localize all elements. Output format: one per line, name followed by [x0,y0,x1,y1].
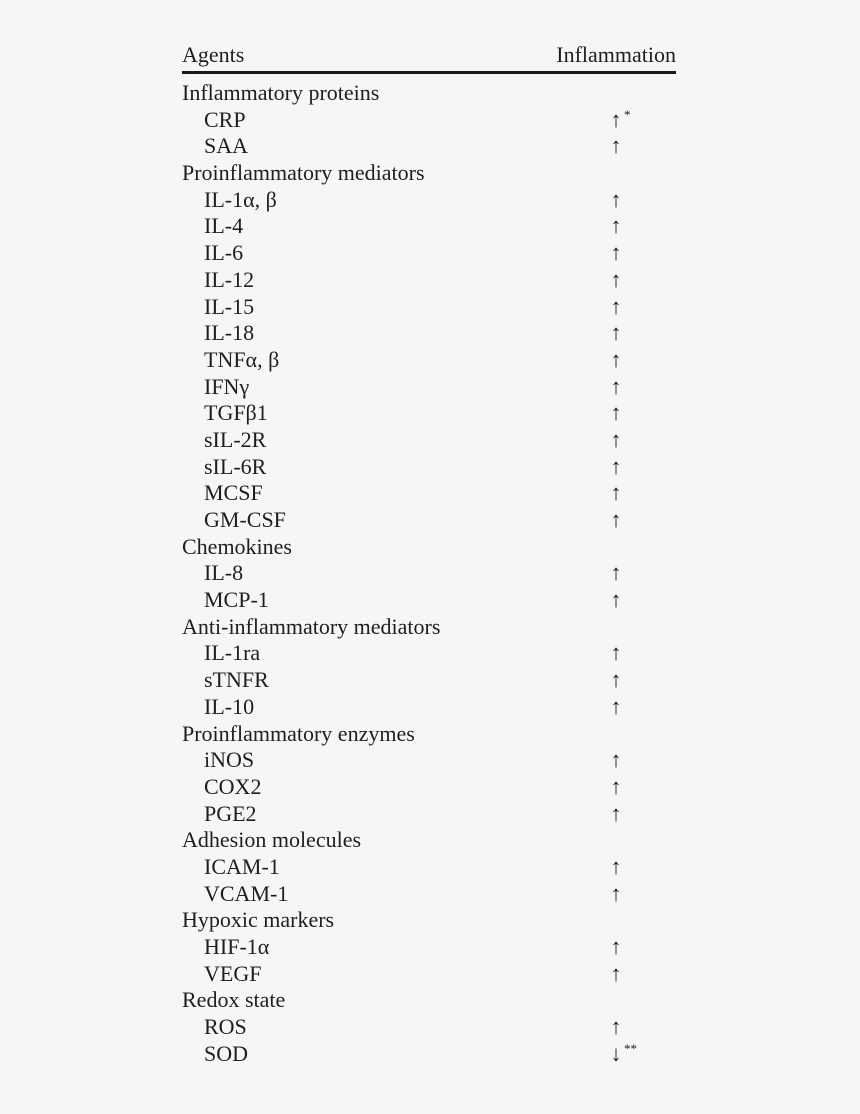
arrow-up-icon: ↑ [610,960,622,986]
category-row [182,534,676,561]
agent-label: IL-15 [204,293,255,319]
arrow-up-icon: ↑ [610,400,622,426]
agent-row [182,374,676,401]
category-label: Redox state [182,987,286,1013]
agent-label: IL-6 [204,240,244,266]
agent-label: COX2 [204,773,262,799]
arrow-up-icon: ↑ [610,480,622,506]
significance-note: ** [624,1040,637,1056]
agent-row [182,320,676,347]
arrow-up-icon: ↑ [610,853,622,879]
agent-row [182,1014,676,1041]
column-header-inflammation: Inflammation [556,42,676,67]
agent-row [182,560,676,587]
agent-label: IL-1α, β [204,186,277,212]
agent-row [182,747,676,774]
agent-label: sIL-6R [204,453,267,479]
agent-label: PGE2 [204,800,257,826]
arrow-up-icon: ↑ [610,346,622,372]
agents-inflammation-table [182,36,676,1067]
agent-row [182,934,676,961]
category-label: Chemokines [182,533,292,559]
category-label: Inflammatory proteins [182,80,380,105]
agent-row [182,961,676,988]
agent-label: SAA [204,133,249,159]
agent-row [182,480,676,507]
arrow-up-icon: ↑ [610,773,622,799]
arrow-up-icon: ↑ [610,693,622,719]
agent-row [182,640,676,667]
agent-row [182,347,676,374]
agent-row [182,187,676,214]
table-body [182,74,676,1067]
agent-row [182,454,676,481]
category-row [182,907,676,934]
arrow-up-icon: ↑ [610,1014,622,1040]
significance-note: * [624,106,631,122]
category-label: Proinflammatory mediators [182,160,425,186]
arrow-up-icon: ↑ [610,934,622,959]
agent-row [182,694,676,721]
agent-label: CRP [204,106,246,132]
arrow-up-icon: ↑ * [610,106,631,132]
agent-label: ICAM-1 [204,853,280,879]
arrow-up-icon: ↑ [610,800,622,826]
arrow-up-icon: ↑ [610,213,622,239]
agent-label: GM-CSF [204,507,286,532]
agent-row [182,667,676,694]
agent-label: TGFβ1 [204,400,268,426]
category-row [182,987,676,1014]
agent-row [182,881,676,908]
category-row [182,80,676,107]
agent-label: VEGF [204,960,262,986]
arrow-down-icon: ↓ ** [610,1040,637,1066]
agent-row [182,507,676,534]
arrow-up-icon: ↑ [610,293,622,319]
agent-row [182,294,676,321]
agent-row [182,267,676,294]
agent-label: MCSF [204,480,263,506]
category-row [182,827,676,854]
agent-row [182,240,676,267]
agent-row [182,1041,676,1068]
table-header-row [182,36,676,74]
arrow-up-icon: ↑ [610,240,622,266]
agent-label: IL-1ra [204,640,261,666]
arrow-up-icon: ↑ [610,587,622,613]
agent-label: MCP-1 [204,587,269,613]
agent-label: iNOS [204,747,255,773]
agent-label: TNFα, β [204,346,280,372]
agent-label: IL-8 [204,560,244,586]
agent-label: sIL-2R [204,426,267,452]
agent-row [182,400,676,427]
arrow-up-icon: ↑ [610,266,622,292]
agent-label: IL-12 [204,266,255,292]
arrow-up-icon: ↑ [610,507,622,532]
arrow-up-icon: ↑ [610,747,622,773]
arrow-up-icon: ↑ [610,186,622,212]
category-row [182,614,676,641]
agent-label: IL-18 [204,320,255,346]
agent-label: sTNFR [204,667,269,693]
agent-row [182,107,676,134]
agent-row [182,587,676,614]
arrow-up-icon: ↑ [610,640,622,666]
agent-label: IL-4 [204,213,244,239]
arrow-up-icon: ↑ [610,453,622,479]
column-header-agents: Agents [182,42,245,67]
arrow-up-icon: ↑ [610,426,622,452]
agent-label: IFNγ [204,373,250,399]
agent-row [182,427,676,454]
agent-label: IL-10 [204,693,255,719]
arrow-up-icon: ↑ [610,560,622,586]
arrow-up-icon: ↑ [610,373,622,399]
agent-label: SOD [204,1040,249,1066]
category-label: Proinflammatory enzymes [182,720,415,746]
agent-row [182,774,676,801]
arrow-up-icon: ↑ [610,667,622,693]
arrow-up-icon: ↑ [610,133,622,159]
category-label: Hypoxic markers [182,907,335,933]
agent-row [182,854,676,881]
arrow-up-icon: ↑ [610,880,622,906]
agent-label: HIF-1α [204,934,270,959]
category-label: Adhesion molecules [182,827,362,853]
agent-label: VCAM-1 [204,880,289,906]
agent-row [182,133,676,160]
arrow-up-icon: ↑ [610,320,622,346]
category-label: Anti-inflammatory mediators [182,613,441,639]
agent-label: ROS [204,1014,247,1040]
category-row [182,721,676,748]
agent-row [182,213,676,240]
agent-row [182,801,676,828]
category-row [182,160,676,187]
